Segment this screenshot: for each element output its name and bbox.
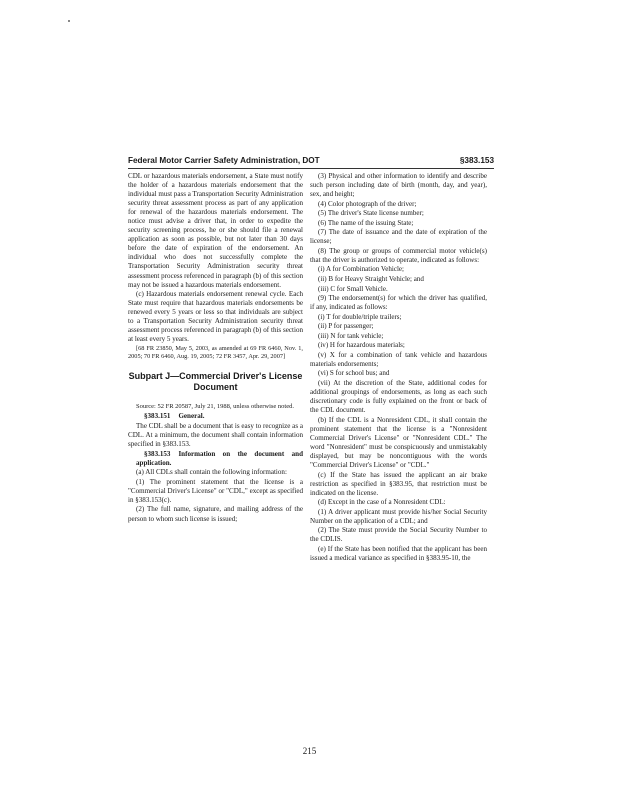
running-header xyxy=(128,156,494,169)
header-agency: Federal Motor Carrier Safety Administration, DOT xyxy=(128,156,320,165)
paragraph: (3) Physical and other information to identify and describe such person including date of birth (month, day, and year), sex, and height; xyxy=(310,172,487,199)
paragraph: (1) The prominent statement that the license is a "Commercial Driver's License" or "CDL," except as specified in §383.153(c). xyxy=(128,477,303,504)
paragraph: (v) X for a combination of tank vehicle and hazardous materials endorsements; xyxy=(310,350,487,368)
citation: [68 FR 23850, May 5, 2003, as amended at 69 FR 6460, Nov. 1, 2005; 70 FR 6460, Aug. 19, 2005; 72 FR 3457, Apr. 29, 2007] xyxy=(128,344,303,361)
subpart-title: Subpart J—Commercial Driver's License Document xyxy=(128,371,303,393)
paragraph: (vii) At the discretion of the State, additional codes for additional groupings of endorsements, as long as each such discretionary code is fully explained on the front or back of the CDL document. xyxy=(310,379,487,415)
scan-speck xyxy=(68,20,70,22)
paragraph: (b) If the CDL is a Nonresident CDL, it shall contain the prominent statement that the license is a "Nonresident Commercial Driver's License" or "Nonresident CDL." The word "Nonresident" must be conspicuously and unmistakably displayed, but may be noncontiguous with the words "Commercial Driver's License" or "CDL." xyxy=(310,415,487,469)
paragraph: (6) The name of the issuing State; xyxy=(318,218,414,227)
left-column xyxy=(128,172,303,740)
paragraph: (iii) C for Small Vehicle. xyxy=(318,284,388,293)
source-note: Source: 52 FR 20587, July 21, 1988, unless otherwise noted. xyxy=(136,403,294,411)
header-section: §383.153 xyxy=(459,156,494,165)
paragraph: CDL or hazardous materials endorsement, a State must notify the holder of a hazardous materials endorsement that the individual must pass a Transportation Security Administration security threat assessment process as part of any application for renewal of the hazardous materials endorsement. The notice must advise a driver that, in order to expedite the security screening process, he or she should file a renewal application as soon as possible, but not later than 30 days before the date of expiration of the endorsement. An individual who does not successfully complete the Transportation Security Administration security threat assessment process referenced in paragraph (b) of this section may not be issued a hazardous materials endorsement. xyxy=(128,172,303,289)
section-number: §383.153 xyxy=(144,449,171,458)
paragraph: (i) A for Combination Vehicle; xyxy=(318,265,404,274)
paragraph: (iv) H for hazardous materials; xyxy=(318,341,405,350)
paragraph: (7) The date of issuance and the date of expiration of the license; xyxy=(310,228,487,246)
paragraph: (ii) P for passenger; xyxy=(318,322,374,331)
paragraph: (9) The endorsement(s) for which the driver has qualified, if any, indicated as follows: xyxy=(310,294,487,312)
paragraph: (1) A driver applicant must provide his/her Social Security Number on the application of a CDL; and xyxy=(310,507,487,525)
paragraph: (2) The full name, signature, and mailing address of the person to whom such license is issued; xyxy=(128,505,303,523)
page-number: 215 xyxy=(302,746,317,756)
paragraph: (4) Color photograph of the driver; xyxy=(318,199,417,208)
paragraph: (e) If the State has been notified that the applicant has been issued a medical variance as specified in §383.95-10, the xyxy=(310,544,487,562)
section-number: §383.151 xyxy=(144,412,171,421)
paragraph: (5) The driver's State license number; xyxy=(318,209,424,218)
section-title: General. xyxy=(178,412,205,421)
section-title: Information on the document and application. xyxy=(136,449,303,467)
section-heading xyxy=(128,450,303,468)
paragraph: (8) The group or groups of commercial motor vehicle(s) that the driver is authorized to operate, indicated as follows: xyxy=(310,246,487,264)
paragraph: (d) Except in the case of a Nonresident CDL: xyxy=(318,498,446,507)
paragraph: (ii) B for Heavy Straight Vehicle; and xyxy=(318,275,424,284)
paragraph: (iii) N for tank vehicle; xyxy=(318,331,384,340)
right-column xyxy=(310,172,487,740)
section-heading xyxy=(128,412,303,421)
paragraph: (i) T for double/triple trailers; xyxy=(318,312,402,321)
paragraph: The CDL shall be a document that is easy to recognize as a CDL. At a minimum, the document shall contain information specified in §383.153. xyxy=(128,422,303,449)
paragraph: (c) Hazardous materials endorsement renewal cycle. Each State must require that hazardous materials endorsements be renewed every 5 years or less so that individuals are subject to a Transportation Security Administration security threat assessment process referenced in paragraph (b) of this section at least every 5 years. xyxy=(128,290,303,344)
paragraph: (2) The State must provide the Social Security Number to the CDLIS. xyxy=(310,526,487,544)
paragraph: (a) All CDLs shall contain the following information: xyxy=(136,468,287,477)
paragraph: (vi) S for school bus; and xyxy=(318,369,390,378)
paragraph: (c) If the State has issued the applicant an air brake restriction as specified in §383.95, that restriction must be indicated on the license. xyxy=(310,470,487,497)
